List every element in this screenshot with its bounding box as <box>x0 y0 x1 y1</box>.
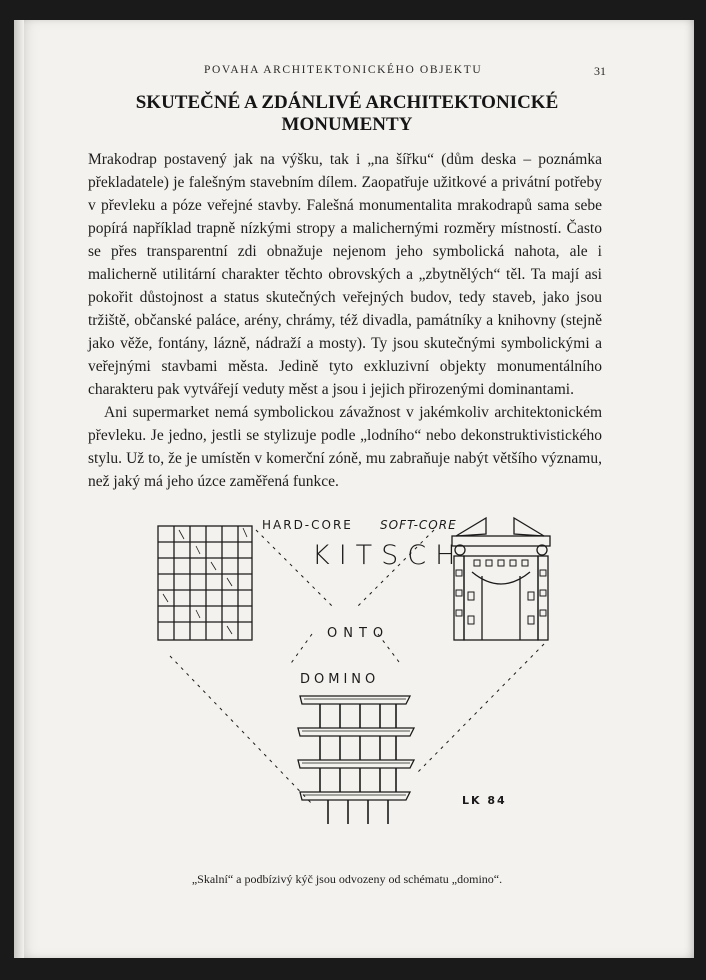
artist-signature: LK 84 <box>462 794 507 807</box>
page-number: 31 <box>594 64 606 78</box>
domino-skeleton-drawing <box>298 696 414 824</box>
glass-skyscraper-drawing <box>158 526 252 640</box>
label-soft-core: SOFT-CORE <box>380 518 457 532</box>
label-domino: DOMINO <box>300 672 380 687</box>
paragraph-2: Ani supermarket nemá symbolickou závažnost v jakémkoliv architektonickém převleku. Je jedno, jestli se stylizuje podle „lodního“ nebo dekonstruktivistického stylu. Už to, že je umístěn v komerční zóně, mu zabraňuje nabýt většího významu, než jaký má jeho úzce zaměřená funkce. <box>88 404 602 490</box>
label-hard-core: HARD-CORE <box>262 518 353 532</box>
postmodern-building-drawing <box>452 518 550 640</box>
book-page <box>14 20 694 958</box>
domino-illustration <box>134 506 574 846</box>
page-gutter-shadow <box>14 20 24 958</box>
figure-caption: „Skalní“ a podbízivý kýč jsou odvozeny od schématu „domino“. <box>191 872 503 886</box>
label-onto: ONTO <box>327 626 390 641</box>
label-kitsch: KITSCH <box>312 540 465 571</box>
running-head: POVAHA ARCHITEKTONICKÉHO OBJEKTU <box>204 64 483 76</box>
section-title: SKUTEČNÉ A ZDÁNLIVÉ ARCHITEKTONICKÉ MONUMENTY <box>135 92 559 135</box>
body-text <box>88 148 602 493</box>
paragraph-1: Mrakodrap postavený jak na výšku, tak i „na šířku“ (dům deska – poznámka překladatele) je falešným stavebním dílem. Zaopatřuje užitkové a privátní potřeby v převleku a póze veřejné stavby. Falešná monumentalita mrakodrapů sama sebe popírá například trapně nízkými stropy a malichernými rozměry místností. Často se přes transparentní zdi obnažuje nejenom jeho symbolická nahota, ale i malicherně utilitární charakter těchto obrovských a „zbytnělých“ těl. Ta mají asi pokořit důstojnost a status skutečných veřejných budov, tedy staveb, jako jsou tržiště, občanské paláce, arény, chrámy, též divadla, památníky a knihovny (stejně jako věže, fontány, lázně, nádraží a mosty). Ty jsou skutečnými symbolickými a veřejnými stavbami města. Jedině tyto exkluzivní objekty monumentálního charakteru pak vytvářejí veduty měst a jsou i jejich přirozenými dominantami. <box>88 151 602 398</box>
